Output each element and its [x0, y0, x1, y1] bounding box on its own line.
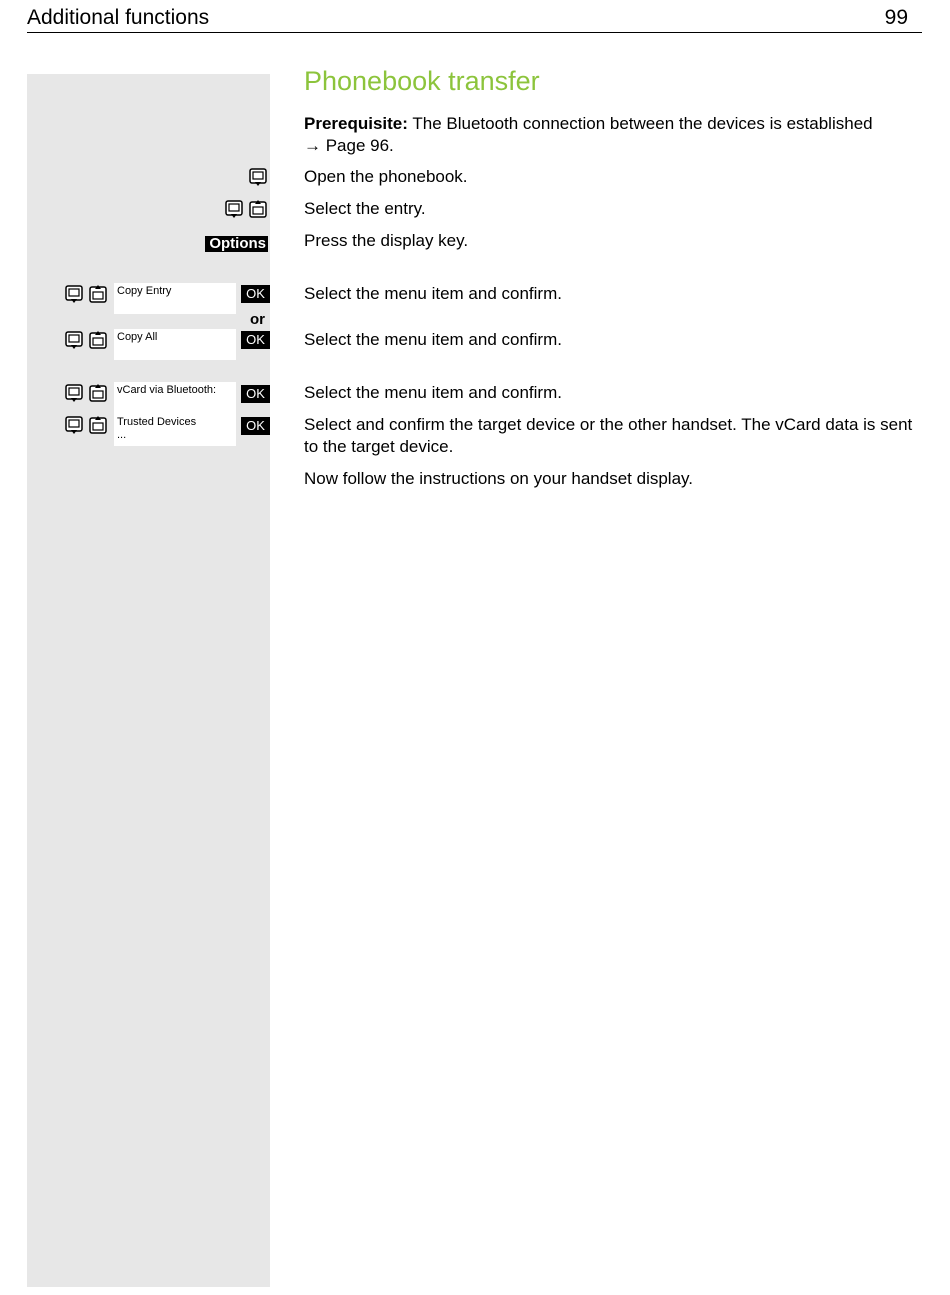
display-copy-entry	[114, 283, 236, 314]
nav-down-icon	[225, 200, 243, 219]
options-key: Options	[205, 236, 268, 252]
prerequisite	[304, 113, 924, 157]
step-select-confirm-3: Select the menu item and confirm.	[304, 383, 562, 402]
nav-down-icon	[65, 416, 83, 435]
display-copy-all	[114, 329, 236, 360]
step-open-phonebook: Open the phonebook.	[304, 167, 468, 186]
nav-down-icon	[65, 285, 83, 304]
menu-item-copy-entry: Copy Entry	[117, 285, 172, 297]
ok-key: OK	[241, 417, 270, 435]
ok-key: OK	[241, 285, 270, 303]
page-number: 99	[884, 6, 908, 29]
page-title: Phonebook transfer	[304, 66, 540, 96]
step-select-confirm-2: Select the menu item and confirm.	[304, 330, 562, 349]
nav-down-icon	[65, 384, 83, 403]
nav-up-icon	[89, 383, 107, 402]
display-trusted-devices	[114, 414, 236, 446]
ok-key: OK	[241, 385, 270, 403]
nav-up-icon	[89, 415, 107, 434]
page-header	[27, 4, 922, 33]
menu-item-copy-all: Copy All	[117, 331, 158, 343]
menu-item-more: ...	[117, 429, 127, 441]
or-label: or	[250, 311, 265, 328]
nav-up-icon	[89, 330, 107, 349]
nav-up-icon	[89, 284, 107, 303]
section-title: Additional functions	[27, 6, 210, 29]
step-follow-instructions: Now follow the instructions on your handset display.	[304, 469, 693, 488]
menu-item-trusted-devices: Trusted Devices	[117, 416, 197, 428]
step-select-target: Select and confirm the target device or the other handset. The vCard data is sent to the target device.	[304, 415, 913, 456]
display-vcard	[114, 382, 236, 414]
ok-key: OK	[241, 331, 270, 349]
key-sidebar	[27, 74, 270, 1287]
nav-down-icon	[65, 331, 83, 350]
prerequisite-label: Prerequisite:	[304, 114, 408, 133]
nav-down-icon	[249, 168, 267, 187]
step-press-key: Press the display key.	[304, 231, 469, 250]
step-select-confirm-1: Select the menu item and confirm.	[304, 284, 562, 303]
page-reference: → Page 96.	[304, 136, 394, 155]
nav-up-icon	[249, 199, 267, 218]
prerequisite-text: The Bluetooth connection between the devices is established	[407, 114, 873, 133]
menu-item-vcard: vCard via Bluetooth:	[117, 384, 217, 396]
step-select-entry: Select the entry.	[304, 199, 426, 218]
